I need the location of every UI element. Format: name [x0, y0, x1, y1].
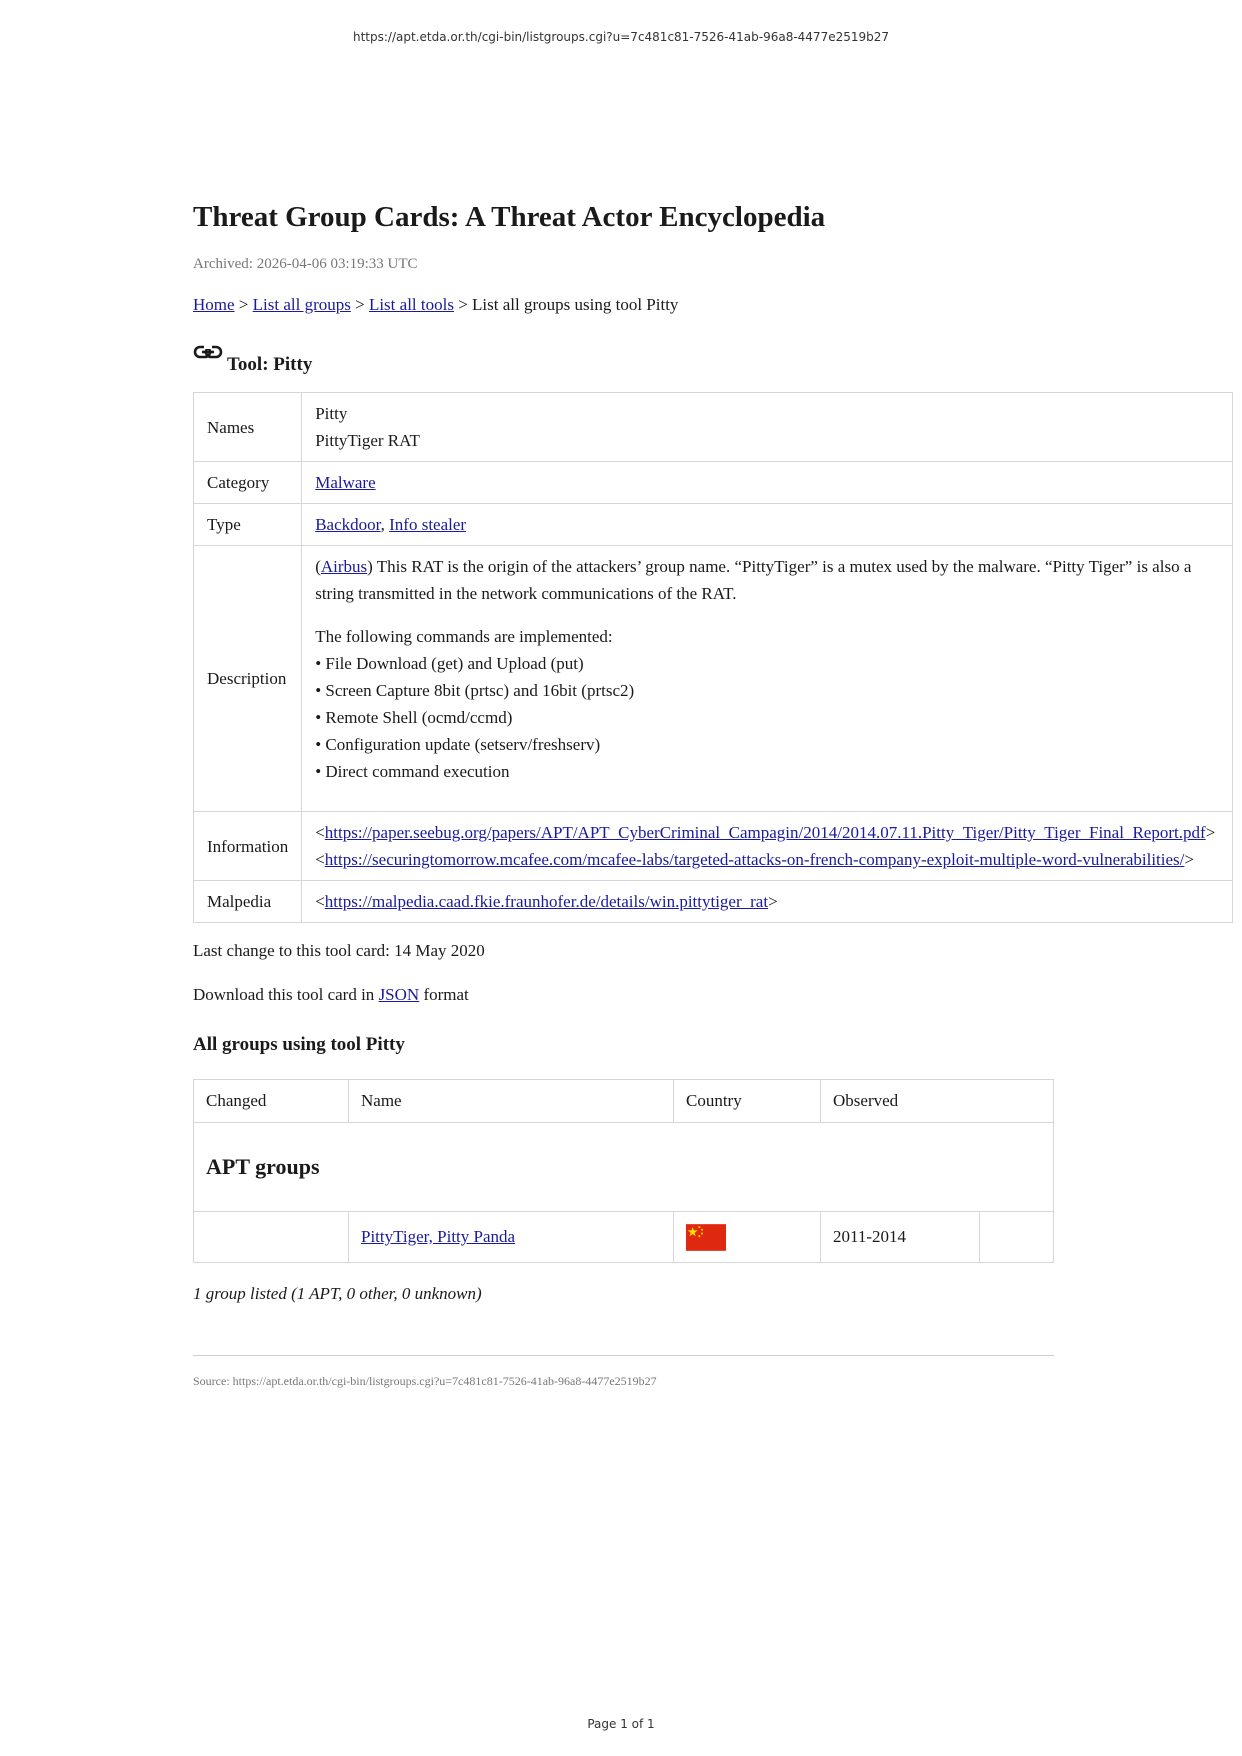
airbus-source-link[interactable]: Airbus — [320, 557, 368, 576]
tool-heading — [193, 342, 1158, 378]
breadcrumb-separator: > — [458, 295, 468, 314]
groups-table — [193, 1079, 1054, 1263]
header-changed: Changed — [194, 1080, 349, 1123]
download-suffix: format — [423, 985, 469, 1004]
description-label: Description — [194, 546, 302, 812]
commands-list — [315, 623, 1219, 785]
paren-open: ( — [315, 557, 321, 576]
description-body: ) This RAT is the origin of the attackers’ group name. “PittyTiger” is a mutex used by the malware. “Pitty Tiger” is also a string transmitted in the network communications of the RAT. — [315, 557, 1192, 603]
tool-card-container — [193, 392, 1216, 923]
apt-groups-heading: APT groups — [194, 1123, 1054, 1212]
row-name — [349, 1212, 674, 1263]
malpedia-link[interactable]: https://malpedia.caad.fkie.fraunhofer.de/details/win.pittytiger_rat — [324, 892, 769, 911]
names-row — [194, 393, 1233, 462]
category-label: Category — [194, 462, 302, 504]
link-icon — [193, 342, 223, 364]
command-item: • Remote Shell (ocmd/ccmd) — [315, 708, 513, 727]
information-value — [302, 812, 1233, 881]
type-backdoor-link[interactable]: Backdoor — [315, 515, 381, 534]
malpedia-label: Malpedia — [194, 881, 302, 923]
download-prefix: Download this tool card in — [193, 985, 375, 1004]
row-observed: 2011-2014 — [821, 1212, 980, 1263]
description-value — [302, 546, 1233, 812]
page-number: Page 1 of 1 — [587, 1717, 655, 1731]
breadcrumb-current: List all groups using tool Pitty — [472, 295, 679, 314]
description-row — [194, 546, 1233, 812]
apt-groups-section-row — [194, 1123, 1054, 1212]
angle-close: > — [1205, 823, 1216, 842]
information-entry — [315, 846, 1219, 873]
china-flag-icon — [686, 1224, 726, 1251]
angle-open: < — [315, 823, 325, 842]
information-row — [194, 812, 1233, 881]
json-download-link[interactable]: JSON — [378, 985, 420, 1004]
type-label: Type — [194, 504, 302, 546]
angle-open: < — [315, 892, 325, 911]
table-row — [194, 1212, 1054, 1263]
header-observed: Observed — [821, 1080, 1054, 1123]
row-changed — [194, 1212, 349, 1263]
breadcrumb-separator: > — [238, 295, 249, 314]
breadcrumb-tools-link[interactable]: List all tools — [368, 295, 454, 314]
row-country — [674, 1212, 821, 1263]
command-item: • File Download (get) and Upload (put) — [315, 654, 584, 673]
header-country: Country — [674, 1080, 821, 1123]
footer-divider — [193, 1355, 1054, 1356]
type-value — [302, 504, 1233, 546]
group-link[interactable]: PittyTiger, Pitty Panda — [361, 1227, 516, 1246]
malpedia-row — [194, 881, 1233, 923]
information-link[interactable]: https://securingtomorrow.mcafee.com/mcafee-labs/targeted-attacks-on-french-company-exploit-multiple-word-vulnerabilities/ — [324, 850, 1185, 869]
description-text — [315, 553, 1219, 607]
angle-open: < — [315, 850, 325, 869]
type-row — [194, 504, 1233, 546]
malpedia-value — [302, 881, 1233, 923]
archived-timestamp: Archived: 2026-04-06 03:19:33 UTC — [193, 256, 418, 272]
information-entry — [315, 819, 1219, 846]
print-header-url: https://apt.etda.or.th/cgi-bin/listgroups.cgi?u=7c481c81-7526-41ab-96a8-4477e2519b27 — [352, 30, 890, 44]
category-row — [194, 462, 1233, 504]
breadcrumb — [193, 294, 1158, 316]
tool-card-table — [193, 392, 1233, 923]
information-label: Information — [194, 812, 302, 881]
groups-summary: 1 group listed (1 APT, 0 other, 0 unknown) — [193, 1284, 482, 1303]
type-info-stealer-link[interactable]: Info stealer — [389, 515, 467, 534]
page-title: Threat Group Cards: A Threat Actor Encyclopedia — [193, 201, 826, 233]
tool-title: Tool: Pitty — [227, 354, 313, 375]
download-line — [193, 984, 1158, 1006]
names-label: Names — [194, 393, 302, 462]
category-value — [302, 462, 1233, 504]
groups-table-header — [194, 1080, 1054, 1123]
breadcrumb-separator: > — [355, 295, 365, 314]
angle-close: > — [1184, 850, 1194, 869]
groups-section-title: All groups using tool Pitty — [193, 1034, 405, 1055]
name-primary: Pitty — [315, 404, 348, 423]
page-content — [193, 196, 1216, 1389]
type-separator: , — [380, 515, 385, 534]
names-value — [302, 393, 1233, 462]
command-item: • Screen Capture 8bit (prtsc) and 16bit (prtsc2) — [315, 681, 635, 700]
angle-close: > — [768, 892, 778, 911]
source-url: Source: https://apt.etda.or.th/cgi-bin/listgroups.cgi?u=7c481c81-7526-41ab-96a8-4477e2519b27 — [193, 1374, 657, 1388]
breadcrumb-home-link[interactable]: Home — [193, 295, 235, 314]
commands-intro: The following commands are implemented: — [315, 627, 613, 646]
breadcrumb-groups-link[interactable]: List all groups — [252, 295, 351, 314]
information-link[interactable]: https://paper.seebug.org/papers/APT/APT_CyberCriminal_Campagin/2014/2014.07.11.Pitty_Tiger/Pitty_Tiger_Final_Report.pdf — [324, 823, 1206, 842]
command-item: • Configuration update (setserv/freshserv) — [315, 735, 601, 754]
row-extra — [980, 1212, 1054, 1263]
name-alias: PittyTiger RAT — [315, 431, 420, 450]
last-change-text: Last change to this tool card: 14 May 2020 — [193, 941, 485, 960]
header-name: Name — [349, 1080, 674, 1123]
category-link[interactable]: Malware — [315, 473, 376, 492]
command-item: • Direct command execution — [315, 762, 510, 781]
